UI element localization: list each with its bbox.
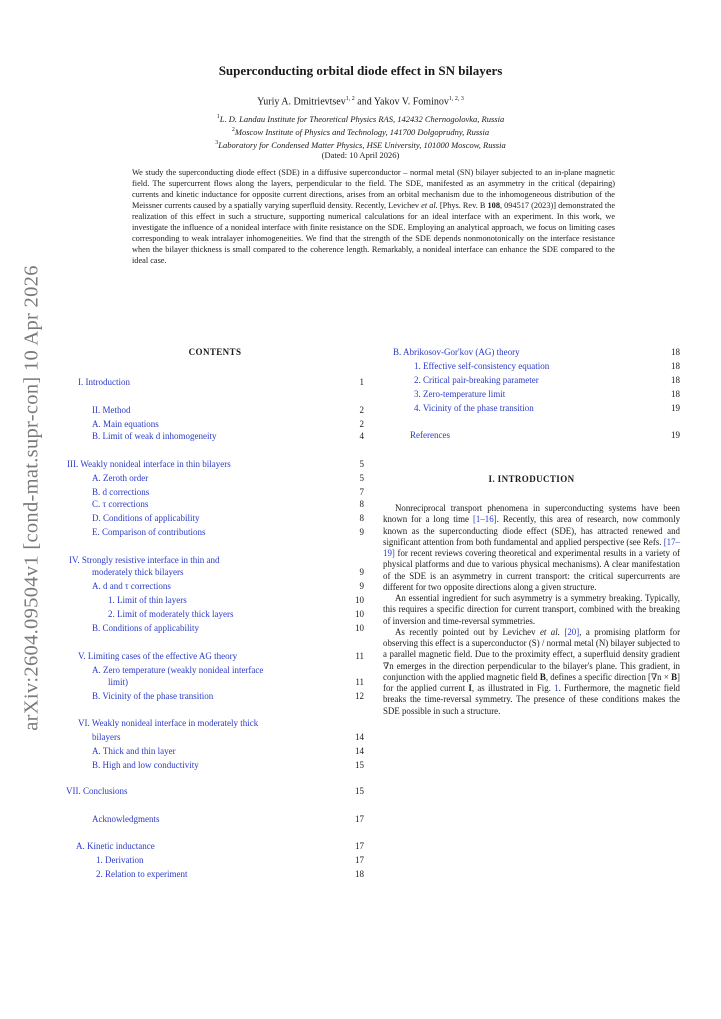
toc-entry[interactable] [76,841,155,852]
toc-entry[interactable] [78,718,258,729]
toc-page-number: 14 [355,732,364,742]
toc-page-number: 11 [355,651,364,661]
toc-page-number: 18 [355,869,364,879]
toc-page-number: 12 [355,691,364,701]
toc-entry[interactable] [78,377,130,388]
toc-entry[interactable] [410,430,450,441]
toc-page-number: 14 [355,746,364,756]
toc-entry[interactable] [92,473,148,484]
toc-page-number: 5 [359,459,364,469]
toc-entry[interactable] [92,581,171,592]
toc-entry-label[interactable]: limit) [108,677,128,687]
text: , a promising platform for observing this effect is a superconductor (S) / normal metal (N) bilayer subjected to a parallel magnetic field. Due to the proximity effect, a superfluid density gradient ∇n emerges in the direction perpendicular to the bilayer's plane. This gradient, in conjunction with the applied magnetic field [383,626,681,682]
toc-entry[interactable] [92,760,199,771]
toc-page-number: 17 [355,841,364,851]
toc-page-number: 15 [355,760,364,770]
vector-symbol: I [468,683,472,693]
toc-entry[interactable] [92,513,200,524]
toc-entry-label[interactable]: B. Abrikosov-Gor'kov (AG) theory [393,347,520,357]
toc-page-number: 4 [359,431,364,441]
toc-entry[interactable] [414,361,549,372]
arxiv-identifier: arXiv:2604.09504v1 [cond-mat.supr-con] 10 Apr 2026 [20,265,43,731]
toc-entry[interactable] [92,665,263,676]
toc-entry-label[interactable]: B. High and low conductivity [92,760,199,770]
toc-page-number: 15 [355,786,364,796]
toc-page-number: 17 [355,855,364,865]
toc-page-number: 7 [359,487,364,497]
text: As recently pointed out by Levichev [395,626,540,637]
toc-entry-label[interactable]: II. Method [92,405,131,415]
author-name: Yuriy A. Dmitrievtsev [257,96,346,108]
toc-entry[interactable] [96,869,187,880]
toc-entry-label[interactable]: 2. Critical pair-breaking parameter [414,375,539,385]
etal: et al. [539,626,560,637]
toc-entry-label[interactable]: 1. Limit of thin layers [108,595,187,605]
contents-heading: CONTENTS [188,347,242,357]
toc-entry[interactable] [92,527,206,538]
toc-entry[interactable] [78,651,237,662]
citation-link[interactable]: [17–19] [383,536,680,558]
toc-entry[interactable] [414,403,534,414]
toc-entry-label[interactable]: E. Comparison of contributions [92,527,206,537]
paper-title: Superconducting orbital diode effect in SN bilayers [218,63,503,78]
author-affil-mark: 1, 2 [345,96,355,102]
toc-page-number: 19 [671,430,680,440]
toc-entry[interactable] [92,431,216,442]
author-name: Yakov V. Fominov [373,96,449,108]
date-line: (Dated: 10 April 2026) [321,150,400,160]
toc-page-number: 10 [355,595,364,605]
author-list [0,96,721,107]
toc-entry[interactable] [393,347,520,358]
toc-entry[interactable] [92,691,213,702]
toc-page-number: 2 [359,405,364,415]
text: , as illustrated in Fig. [471,683,555,693]
toc-entry-label[interactable]: B. Vicinity of the phase transition [92,691,214,701]
abstract-text: , 094517 (2023)] demonstrated the realization of this effect in such a structure, supporting numerical calculations for an ideal interface with an experiment. In this work, we investigate the influence of a nonideal interface with finite resistance on the SDE. Employing an analytical approach, we focus on limiting cases corresponding to weak intralayer inhomogeneities. We find that the strength of the SDE depends nonmonotonically on the interface resistance when the bilayer thickness is small compared to the coherence length. Remarkably, a nonideal interface can enhance the SDE compared to the ideal case. [132,201,615,266]
introduction-text [383,503,680,717]
toc-entry-label[interactable]: 4. Vicinity of the phase transition [414,403,534,413]
affiliations [0,112,721,150]
vector-symbol: B [539,671,546,682]
text: . Furthermore, the magnetic field breaks the time-reversal symmetry. The presence of these conditions makes the SDE possible in such a structure. [383,683,680,716]
toc-entry[interactable] [108,595,187,606]
abstract-text: [Phys. Rev. B [437,201,488,211]
toc-entry-label[interactable]: A. Kinetic inductance [76,841,155,851]
author-conjunction: and [354,96,374,108]
toc-entry[interactable] [69,555,220,566]
toc-entry-label[interactable]: B. d corrections [92,487,150,497]
toc-page-number: 10 [355,609,364,619]
toc-entry-label[interactable]: bilayers [92,732,121,742]
affil-number: 1 [216,114,220,120]
toc-page-number: 19 [671,403,680,413]
arxiv-watermark [12,238,52,758]
toc-entry-label[interactable]: III. Weakly nonideal interface in thin bilayers [67,459,231,469]
intro-paragraph [383,503,680,593]
toc-entry[interactable] [66,786,128,797]
toc-entry-label[interactable]: 3. Zero-temperature limit [414,389,506,399]
section-heading-introduction: I. INTRODUCTION [488,474,575,484]
toc-entry-label[interactable]: I. Introduction [78,377,130,387]
toc-page-number: 9 [359,581,364,591]
citation-link[interactable]: [20] [564,626,580,637]
toc-entry-label[interactable]: A. Thick and thin layer [92,746,176,756]
toc-entry[interactable] [92,499,148,510]
figure-link[interactable]: 1 [554,683,559,693]
text: . Recently, this area of research, now commonly known as the superconducting diode effect (SDE), has attracted renewed and significant attention from both fundamental and applied perspective (see Refs. [383,514,681,547]
toc-entry-label[interactable]: Acknowledgments [92,814,160,824]
toc-page-number: 8 [359,513,364,523]
abstract [132,167,615,266]
toc-entry[interactable] [92,405,131,416]
toc-entry[interactable] [108,609,233,620]
toc-entry[interactable] [92,419,159,430]
toc-entry[interactable] [67,459,231,470]
toc-entry-label[interactable]: D. Conditions of applicability [92,513,200,523]
toc-entry-label[interactable]: moderately thick bilayers [92,567,184,577]
toc-entry-label[interactable]: IV. Strongly resistive interface in thin and [69,555,220,565]
text: Nonreciprocal transport phenomena in superconducting systems have been known for a long time [383,503,680,525]
toc-entry[interactable] [92,746,176,757]
citation-link[interactable]: [1–16] [472,514,497,525]
affil-number: 2 [231,126,235,133]
toc-entry[interactable] [414,375,539,386]
text: , defines a specific direction [∇n × [545,671,672,682]
toc-page-number: 18 [671,375,680,385]
vector-symbol: B [671,671,678,682]
affiliation-line [0,125,721,138]
abstract-volume: 108 [487,201,500,211]
abstract-etal: et al. [421,201,438,211]
text: ] for the applied current [383,671,680,693]
toc-page-number: 18 [671,361,680,371]
toc-entry[interactable] [92,487,149,498]
text: for recent reviews covering theoretical and experimental results in a variety of physical platforms and due to various physical mechanisms). A clear manifestation of the SDE is an asymmetry in current transport: the critical supercurrents are different for two opposite directions along a given structure. [383,548,680,592]
toc-entry-label[interactable]: VII. Conclusions [66,786,128,796]
toc-entry-label[interactable]: 1. Derivation [96,855,144,865]
toc-entry-label[interactable]: B. Limit of weak d inhomogeneity [92,431,217,441]
intro-paragraph [383,593,680,627]
toc-entry-label[interactable]: A. Zeroth order [92,473,149,483]
affiliation-line [0,112,721,125]
toc-page-number: 18 [671,347,680,357]
toc-entry[interactable] [92,567,183,578]
toc-page-number: 11 [355,677,364,687]
affil-number: 3 [215,139,219,146]
toc-entry-label[interactable]: 2. Relation to experiment [96,869,188,879]
toc-entry[interactable] [92,623,199,634]
toc-entry-label[interactable]: V. Limiting cases of the effective AG theory [78,651,238,661]
affil-text: Laboratory for Condensed Matter Physics, HSE University, 101000 Moscow, Russia [218,139,506,150]
toc-page-number: 8 [359,499,364,509]
toc-page-number: 17 [355,814,364,824]
toc-entry-label[interactable]: A. Main equations [92,419,159,429]
intro-paragraph [383,627,680,717]
toc-entry[interactable] [108,677,128,688]
affiliation-line [0,138,721,151]
toc-page-number: 2 [359,419,364,429]
toc-entry-label[interactable]: References [410,430,450,440]
text: An essential ingredient for such asymmetry is a symmetry breaking. Typically, this requires a specific direction for current transport, combined with the breaking of inversion and time-reversal symmetries. [383,593,680,626]
toc-page-number: 18 [671,389,680,399]
toc-page-number: 5 [359,473,364,483]
toc-entry-label[interactable]: 1. Effective self-consistency equation [414,361,550,371]
toc-entry[interactable] [414,389,505,400]
affil-text: Moscow Institute of Physics and Technology, 141700 Dolgoprudny, Russia [234,126,490,137]
abstract-text: We study the superconducting diode effect (SDE) in a diffusive superconductor – normal metal (SN) bilayer subjected to an in-plane magnetic field. The supercurrent flows along the layers, perpendicular to the field. The SDE, manifested as an asymmetry in the critical (depairing) currents and kinetic inductance for opposite current directions, arises from an orbital mechanism due to the inhomogeneous distribution of the Meissner currents caused by a spatially varying superfluid density. Recently, Levichev [132,168,615,211]
toc-entry[interactable] [96,855,144,866]
author-affil-mark: 1, 2, 3 [448,96,464,102]
toc-entry[interactable] [92,732,121,743]
toc-entry-label[interactable]: A. d and τ corrections [92,581,171,591]
toc-entry-label[interactable]: 2. Limit of moderately thick layers [108,609,234,619]
toc-page-number: 1 [359,377,364,387]
affil-text: L. D. Landau Institute for Theoretical Physics RAS, 142432 Chernogolovka, Russia [219,113,505,124]
toc-entry-label[interactable]: VI. Weakly nonideal interface in moderately thick [78,718,259,728]
toc-entry-label[interactable]: C. τ corrections [92,499,149,509]
toc-page-number: 9 [359,567,364,577]
toc-page-number: 10 [355,623,364,633]
toc-page-number: 9 [359,527,364,537]
toc-entry-label[interactable]: A. Zero temperature (weakly nonideal interface [92,665,264,675]
toc-entry-label[interactable]: B. Conditions of applicability [92,623,199,633]
toc-entry[interactable] [92,814,160,825]
